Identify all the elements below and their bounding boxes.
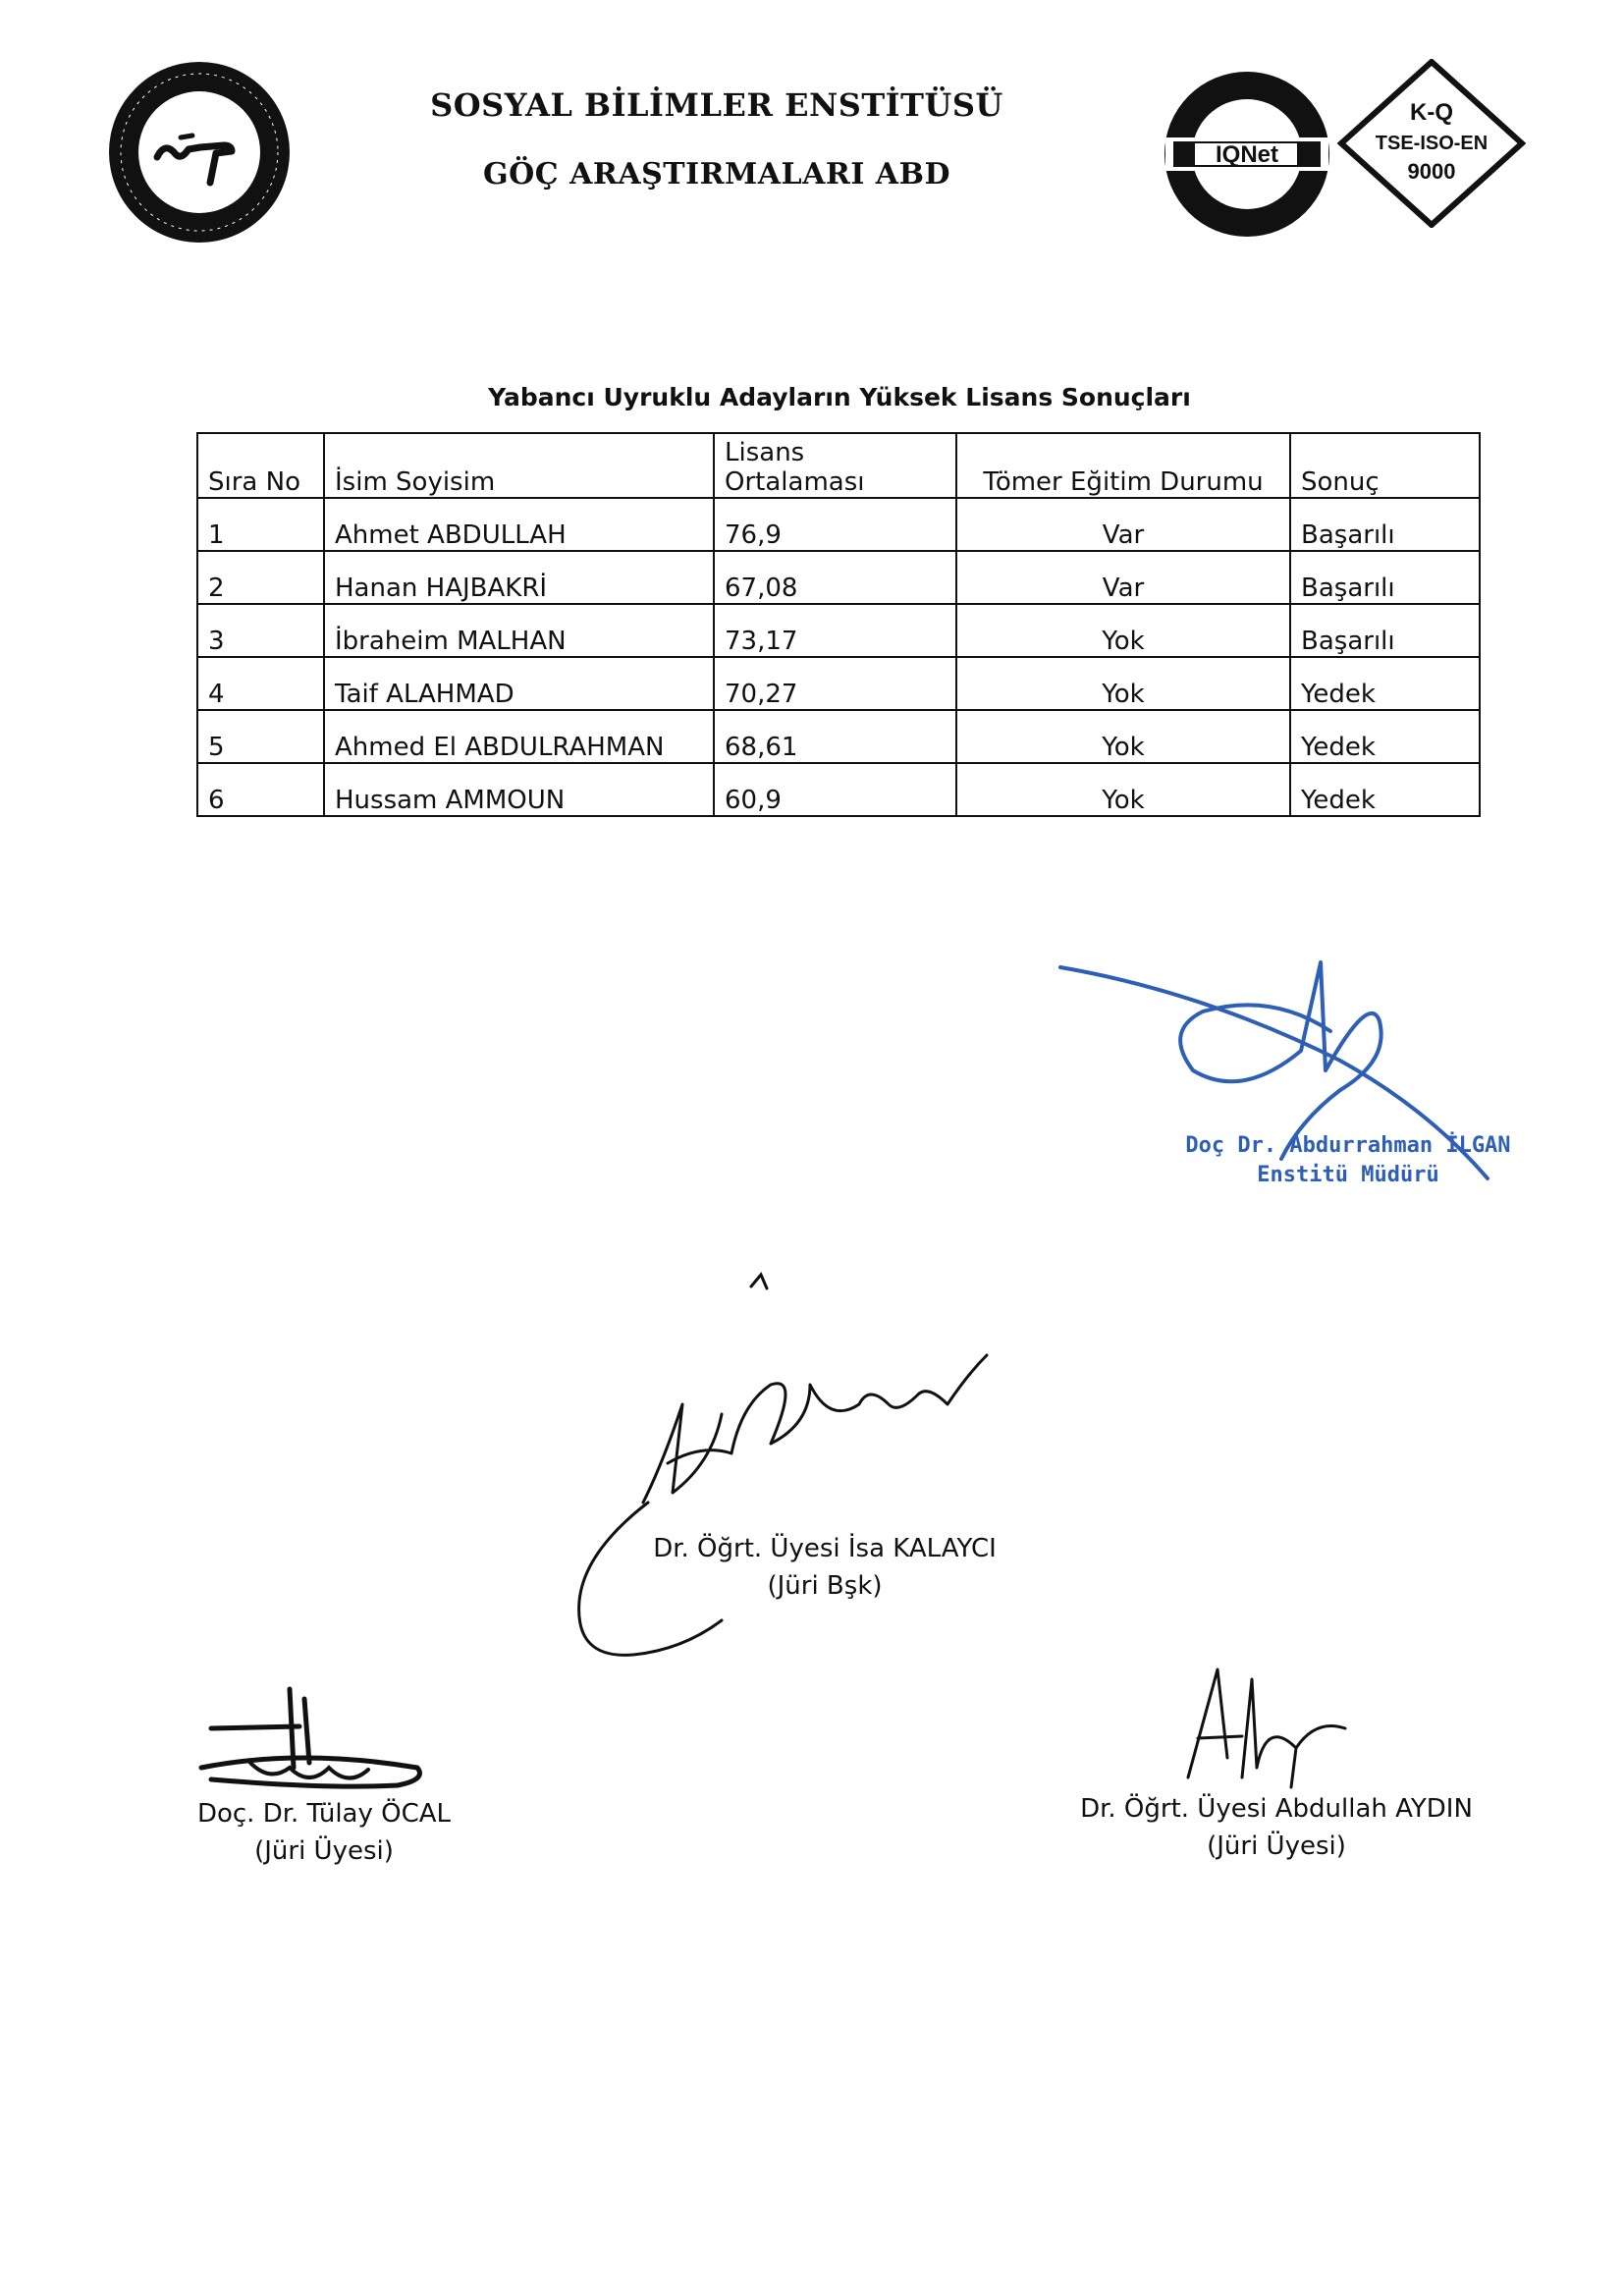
table-row: [197, 657, 1480, 710]
chair-role: (Jüri Bşk): [767, 1571, 883, 1601]
cell-result: Başarılı: [1290, 551, 1480, 604]
table-row: [197, 551, 1480, 604]
cell-name: Ahmet ABDULLAH: [324, 498, 714, 551]
cell-tomer: Yok: [956, 710, 1290, 763]
table-row: [197, 763, 1480, 816]
cell-tomer: Var: [956, 498, 1290, 551]
cell-average: 70,27: [714, 657, 956, 710]
member2-name: Dr. Öğrt. Üyesi Abdullah AYDIN: [1080, 1794, 1473, 1824]
department-name: GÖÇ ARAŞTIRMALARI ABD: [483, 157, 950, 191]
document-header: [373, 86, 1060, 191]
table-title: Yabancı Uyruklu Adayların Yüksek Lisans Sonuçları: [488, 383, 1191, 411]
cell-no: 3: [197, 604, 324, 657]
kq-line-1: K-Q: [1410, 99, 1453, 126]
kq-line-3: 9000: [1407, 159, 1456, 184]
cell-no: 6: [197, 763, 324, 816]
cell-average: 67,08: [714, 551, 956, 604]
cell-tomer: Yok: [956, 604, 1290, 657]
cell-average: 73,17: [714, 604, 956, 657]
cell-tomer: Yok: [956, 657, 1290, 710]
kq-line-2: TSE-ISO-EN: [1375, 133, 1489, 154]
cell-average: 60,9: [714, 763, 956, 816]
cell-tomer: Yok: [956, 763, 1290, 816]
university-seal-logo: [106, 59, 293, 246]
cell-name: Hanan HAJBAKRİ: [324, 551, 714, 604]
cell-result: Başarılı: [1290, 498, 1480, 551]
chair-signatory: [609, 1530, 1041, 1605]
cell-result: Yedek: [1290, 763, 1480, 816]
column-header-name: İsim Soyisim: [324, 433, 714, 498]
cell-no: 2: [197, 551, 324, 604]
cell-no: 4: [197, 657, 324, 710]
member2-role: (Jüri Üyesi): [1207, 1831, 1346, 1861]
cell-tomer: Var: [956, 551, 1290, 604]
results-table: [196, 432, 1481, 817]
cell-result: Başarılı: [1290, 604, 1480, 657]
cell-average: 68,61: [714, 710, 956, 763]
chair-signature: [574, 1267, 1065, 1679]
stamp-line-1: Doç Dr. Abdurrahman İLGAN: [1185, 1133, 1511, 1158]
table-row: [197, 498, 1480, 551]
column-header-no: Sıra No: [197, 433, 324, 498]
tse-iso-logo: [1337, 59, 1526, 228]
cell-no: 1: [197, 498, 324, 551]
cell-average: 76,9: [714, 498, 956, 551]
cell-result: Yedek: [1290, 657, 1480, 710]
stamp-line-2: Enstitü Müdürü: [1257, 1163, 1439, 1187]
column-header-average: Lisans Ortalaması: [714, 433, 956, 498]
cell-name: Ahmed El ABDULRAHMAN: [324, 710, 714, 763]
cell-result: Yedek: [1290, 710, 1480, 763]
member1-role: (Jüri Üyesi): [254, 1836, 394, 1866]
chair-name: Dr. Öğrt. Üyesi İsa KALAYCI: [653, 1534, 997, 1563]
member2-signatory: [1060, 1790, 1492, 1865]
institute-name: SOSYAL BİLİMLER ENSTİTÜSÜ: [430, 86, 1003, 124]
cell-name: İbraheim MALHAN: [324, 604, 714, 657]
iqnet-text: IQNet: [1215, 141, 1279, 168]
cell-name: Hussam AMMOUN: [324, 763, 714, 816]
member2-signature: [1149, 1660, 1365, 1807]
cell-no: 5: [197, 710, 324, 763]
member1-signatory: [177, 1795, 471, 1870]
table-row: [197, 710, 1480, 763]
cell-name: Taif ALAHMAD: [324, 657, 714, 710]
table-row: [197, 604, 1480, 657]
iqnet-certified-logo: [1162, 69, 1332, 240]
column-header-tomer: Tömer Eğitim Durumu: [956, 433, 1290, 498]
director-stamp: [1181, 1131, 1515, 1190]
member1-signature: [182, 1669, 437, 1797]
column-header-result: Sonuç: [1290, 433, 1480, 498]
table-header-row: [197, 433, 1480, 498]
member1-name: Doç. Dr. Tülay ÖCAL: [196, 1799, 452, 1829]
